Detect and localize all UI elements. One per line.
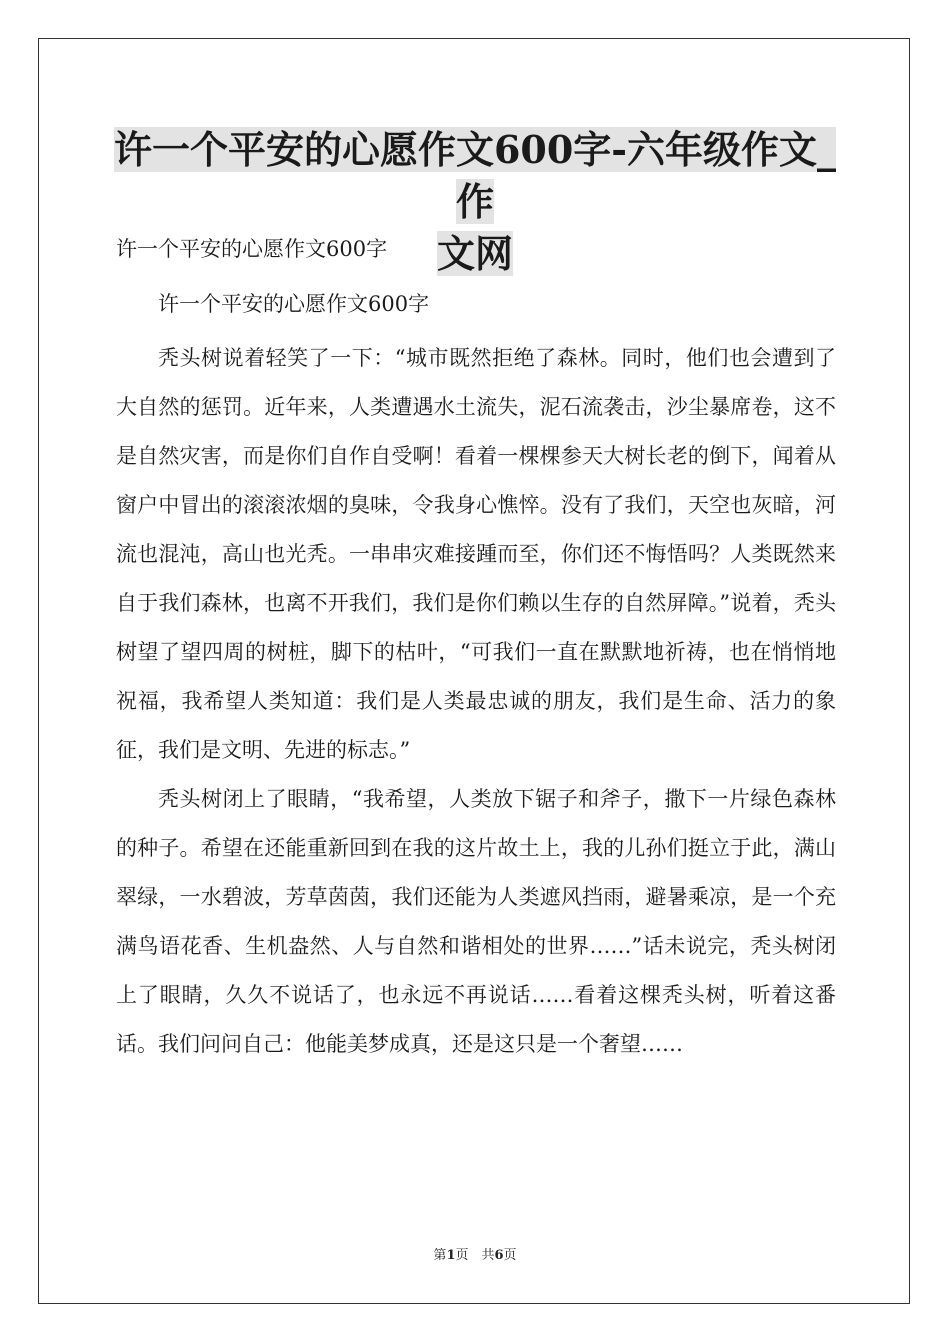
footer-page-total: 6 xyxy=(494,1248,504,1263)
title-line-1: 许一个平安的心愿作文600字-六年级作文_作 xyxy=(113,127,837,224)
footer-page-current: 1 xyxy=(446,1248,456,1263)
paragraph: 许一个平安的心愿作文600字 xyxy=(158,292,430,316)
page-footer xyxy=(0,1247,950,1265)
footer-page-prefix: 第 xyxy=(433,1248,447,1263)
paragraph: 秃头树闭上了眼睛，“我希望，人类放下锯子和斧子，撒下一片绿色森林的种子。希望在还能重新回到在我的这片故土上，我的儿孙们挺立于此，满山翠绿，一水碧波，芳草茵茵，我们还能为人类遮风挡雨，避暑乘凉，是一个充满鸟语花香、生机盎然、人与自然和谐相处的世界……”话未说完，秃头树闭上了眼睛，久久不说话了，也永远不再说话……看着这棵秃头树，听着这番话。我们问问自己：他能美梦成真，还是这只是一个奢望…… xyxy=(116,787,836,1056)
title-line-2: 文网 xyxy=(436,231,513,276)
document-body xyxy=(116,280,836,1069)
footer-page-mid: 页 共 xyxy=(455,1248,495,1263)
paragraph: 秃头树说着轻笑了一下：“城市既然拒绝了森林。同时，他们也会遭到了大自然的惩罚。近年来，人类遭遇水土流失，泥石流袭击，沙尘暴席卷，这不是自然灾害，而是你们自作自受啊！看着一棵棵参天大树长老的倒下，闻着从窗户中冒出的滚滚浓烟的臭味，令我身心憔悴。没有了我们，天空也灰暗，河流也混沌，高山也光秃。一串串灾难接踵而至，你们还不悔悟吗？人类既然来自于我们森林，也离不开我们，我们是你们赖以生存的自然屏障。”说着，秃头树望了望四周的树桩，脚下的枯叶，“可我们一直在默默地祈祷，也在悄悄地祝福，我希望人类知道：我们是人类最忠诚的朋友，我们是生命、活力的象征，我们是文明、先进的标志。” xyxy=(116,346,836,762)
footer-page-suffix: 页 xyxy=(503,1248,517,1263)
document-subtitle: 许一个平安的心愿作文600字 xyxy=(116,237,388,261)
